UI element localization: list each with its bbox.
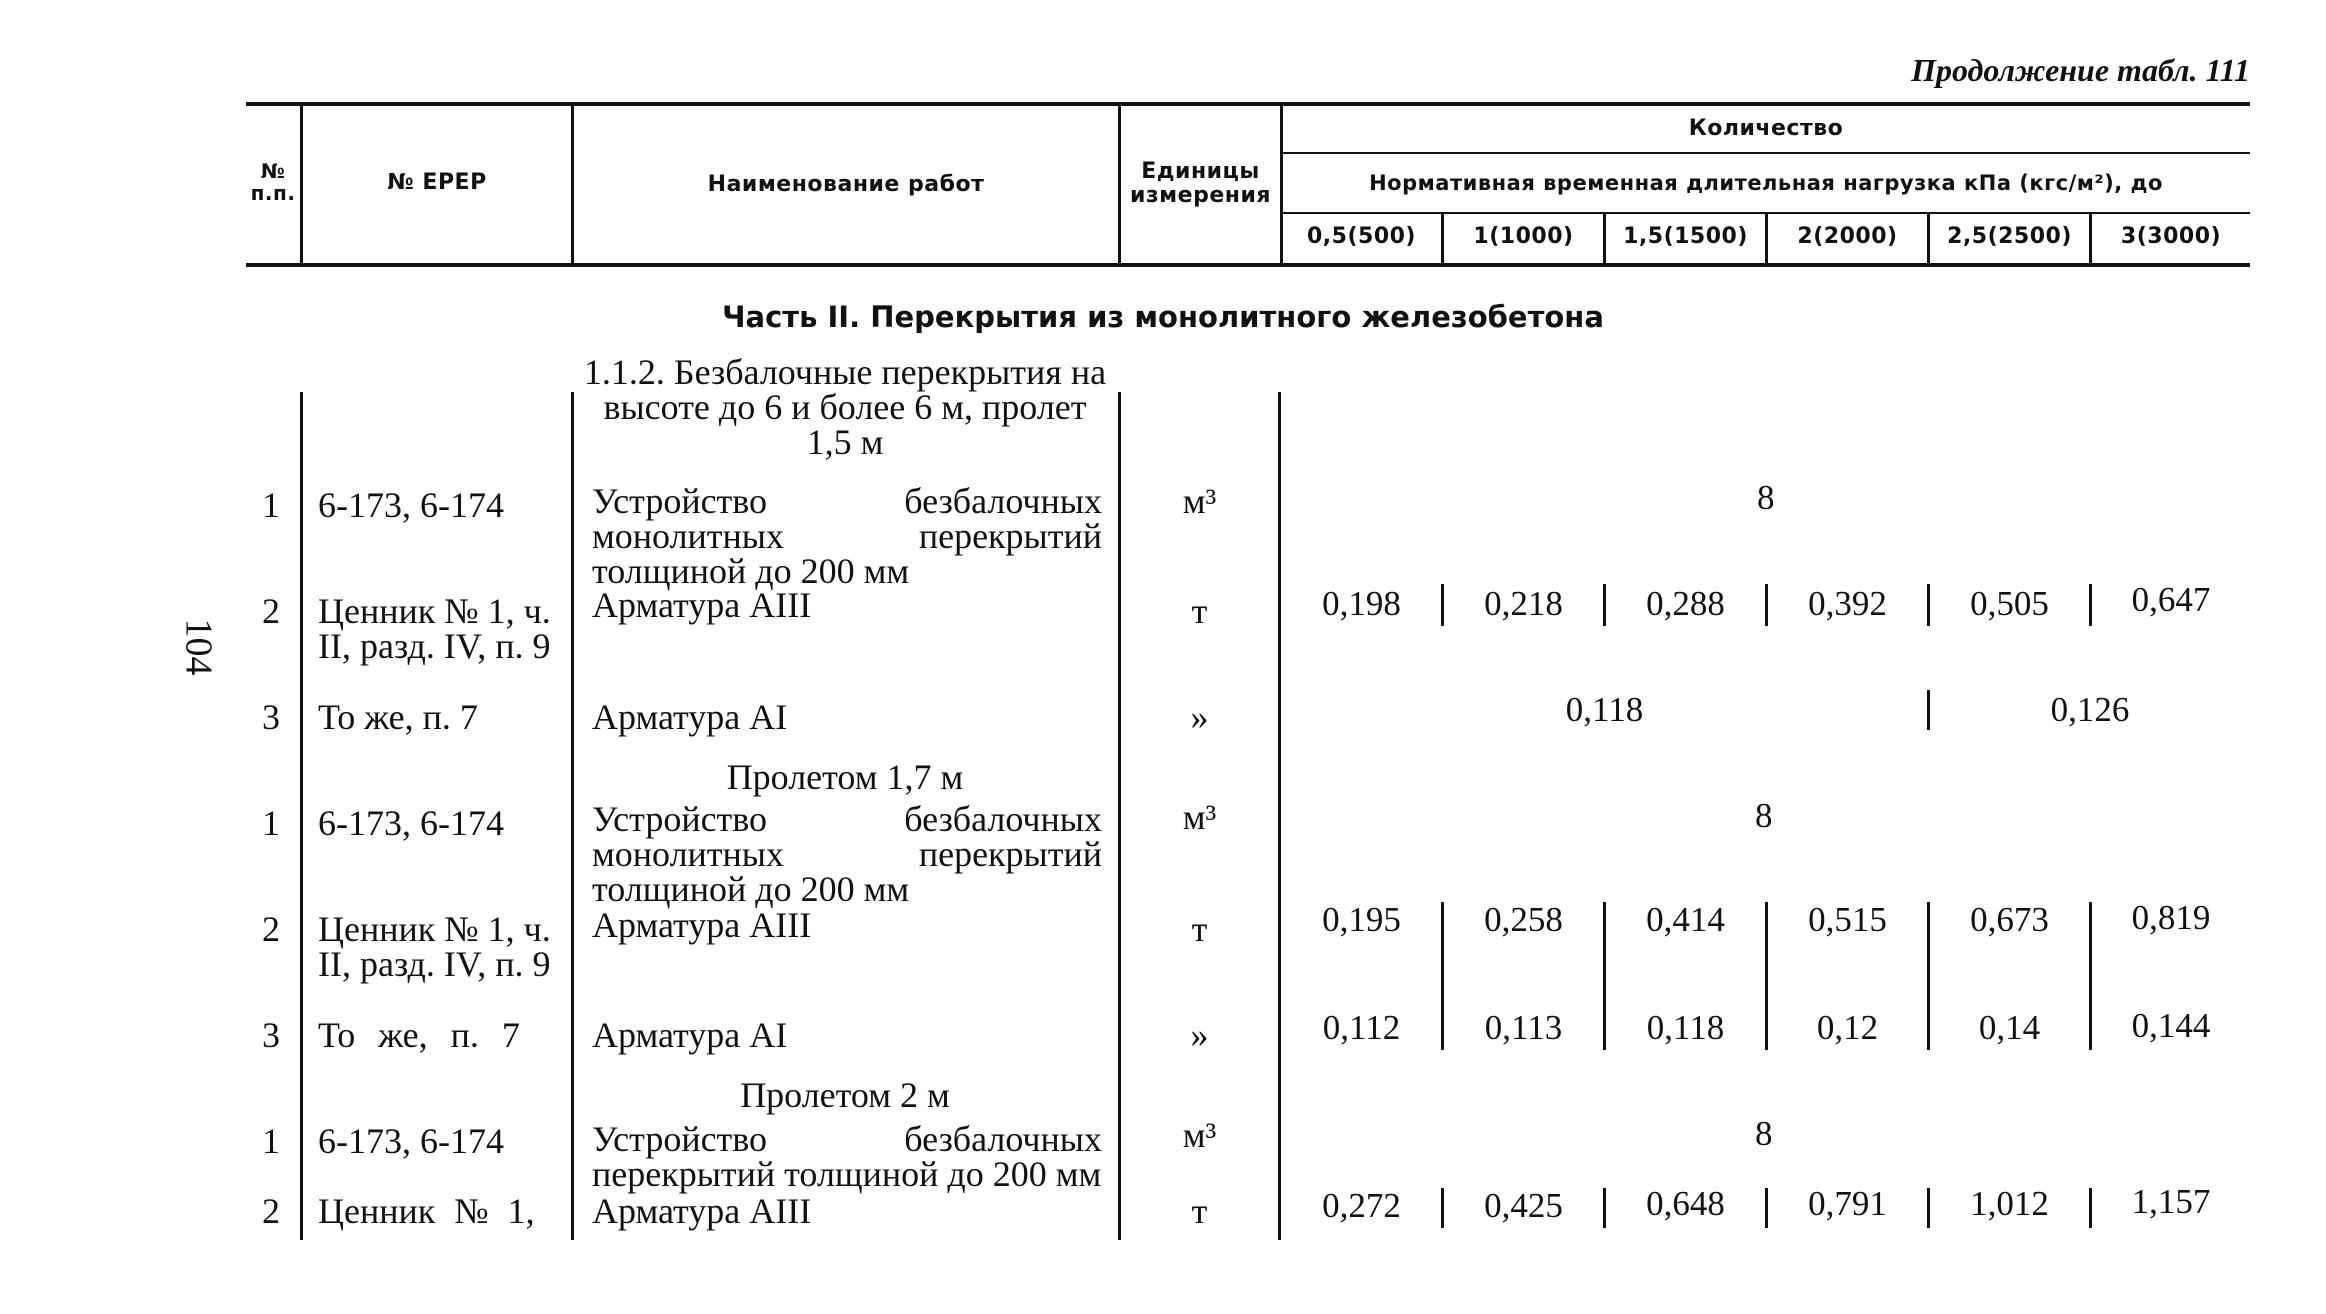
row-value: 0,647 <box>2131 580 2211 619</box>
header-col-name: Наименование работ <box>707 172 985 197</box>
row-unit: » <box>1190 697 1209 737</box>
value-separator <box>2089 1188 2092 1228</box>
row-name: Арматура AI <box>592 697 788 737</box>
value-separator <box>1441 1188 1444 1228</box>
row-erer: Ценник № 1, ч. II, разд. IV, п. 9 <box>318 909 551 984</box>
row-unit: т <box>1191 909 1208 949</box>
row-value: 0,258 <box>1484 900 1563 939</box>
row-value: 0,515 <box>1808 900 1887 939</box>
block-heading: Пролетом 2 м <box>740 1075 950 1115</box>
page-number: 104 <box>177 618 220 676</box>
row-erer: То же, п. 7 <box>318 1015 520 1055</box>
row-value: 0,791 <box>1808 1184 1887 1223</box>
row-value: 1,157 <box>2131 1182 2211 1221</box>
row-name: Устройство безбалочных перекрытий толщиной до 200 мм <box>592 1119 1102 1194</box>
row-value: 0,392 <box>1808 584 1887 623</box>
row-merged-value: 8 <box>1755 1114 1773 1153</box>
row-value: 0,218 <box>1484 584 1563 623</box>
row-erer: 6-173, 6-174 <box>318 803 504 843</box>
row-erer: Ценник № 1, <box>318 1191 535 1231</box>
row-erer: 6-173, 6-174 <box>318 1121 504 1161</box>
row-value: 0,14 <box>1978 1008 2041 1047</box>
row-merged-value: 8 <box>1757 478 1775 517</box>
header-col-erer: № ЕРЕР <box>387 170 487 195</box>
block-heading: Пролетом 1,7 м <box>726 757 964 797</box>
row-name: Арматура AI <box>592 1015 788 1055</box>
row-value: 0,819 <box>2131 898 2211 937</box>
section-title: Часть II. Перекрытия из монолитного железобетона <box>722 300 1604 334</box>
value-separator <box>2089 584 2092 626</box>
header-load-col: 1,5(1500) <box>1623 224 1748 249</box>
row-group-value: 0,118 <box>1565 690 1644 729</box>
body-divider <box>1278 392 1281 1240</box>
body-divider <box>300 392 303 1240</box>
row-value: 0,425 <box>1484 1186 1563 1225</box>
row-value: 0,144 <box>2131 1006 2211 1045</box>
row-number: 2 <box>262 909 280 949</box>
row-value: 0,113 <box>1484 1008 1563 1047</box>
row-erer: 6-173, 6-174 <box>318 485 504 525</box>
row-number: 2 <box>262 1191 280 1231</box>
row-value: 0,648 <box>1646 1184 1725 1223</box>
header-load-col: 2(2000) <box>1797 224 1898 249</box>
header-top-rule <box>246 102 2250 106</box>
block-heading: 1.1.2. Безбалочные перекрытия на высоте до 6 и более 6 м, пролет 1,5 м <box>583 352 1107 462</box>
row-value: 0,112 <box>1322 1008 1401 1047</box>
continuation-label: Продолжение табл. 111 <box>1911 52 2250 88</box>
row-value: 1,012 <box>1970 1184 2049 1223</box>
row-merged-value: 8 <box>1755 796 1773 835</box>
body-divider <box>571 392 574 1240</box>
row-number: 2 <box>262 591 280 631</box>
header-load-col: 0,5(500) <box>1306 224 1416 249</box>
row-name: Арматура AIII <box>592 905 812 945</box>
row-number: 3 <box>262 1015 280 1055</box>
header-load-col: 3(3000) <box>2120 224 2222 249</box>
header-quantity: Количество <box>1688 116 1844 141</box>
value-separator <box>1603 1188 1606 1228</box>
header-load-col: 1(1000) <box>1473 224 1574 249</box>
value-separator <box>1927 1188 1930 1228</box>
row-unit: м³ <box>1182 797 1217 837</box>
value-separator <box>1927 902 1930 1050</box>
value-separator <box>1441 584 1444 626</box>
value-separator <box>1765 1188 1768 1228</box>
value-separator <box>1603 902 1606 1050</box>
row-value: 0,12 <box>1816 1008 1879 1047</box>
header-bottom-rule <box>246 263 2250 267</box>
row-value: 0,272 <box>1322 1186 1401 1225</box>
value-separator <box>2089 902 2092 1050</box>
row-value: 0,673 <box>1970 900 2049 939</box>
row-value: 0,198 <box>1322 584 1401 623</box>
row-name: Арматура AIII <box>592 585 812 625</box>
row-value: 0,288 <box>1646 584 1725 623</box>
row-erer: То же, п. 7 <box>318 697 478 737</box>
row-number: 1 <box>262 485 280 525</box>
row-value: 0,505 <box>1970 584 2049 623</box>
row-erer: Ценник № 1, ч. II, разд. IV, п. 9 <box>318 591 551 666</box>
row-unit: м³ <box>1182 1115 1217 1155</box>
row-unit: т <box>1191 591 1208 631</box>
row-name: Устройство безбалочных монолитных перекрытий толщиной до 200 мм <box>592 799 1102 909</box>
header-rule-quantity <box>1282 152 2250 154</box>
row-unit: » <box>1190 1015 1209 1055</box>
header-col-no: № п.п. <box>250 159 296 205</box>
row-unit: т <box>1191 1191 1208 1231</box>
header-load-col: 2,5(2500) <box>1947 224 2072 249</box>
row-number: 3 <box>262 697 280 737</box>
row-name: Устройство безбалочных монолитных перекрытий толщиной до 200 мм <box>592 481 1102 591</box>
value-separator <box>1603 584 1606 626</box>
header-load: Нормативная временная длительная нагрузка кПа (кгс/м²), до <box>1369 171 2163 195</box>
row-number: 1 <box>262 1121 280 1161</box>
header-col-units: Единицы измерения <box>1129 159 1271 208</box>
row-number: 1 <box>262 803 280 843</box>
row-value: 0,195 <box>1322 900 1401 939</box>
value-separator <box>1765 584 1768 626</box>
row-value: 0,118 <box>1646 1008 1725 1047</box>
value-separator <box>1441 902 1444 1050</box>
row-group-value: 0,126 <box>2050 690 2130 729</box>
value-separator <box>1927 690 1930 730</box>
row-value: 0,414 <box>1646 900 1725 939</box>
row-name: Арматура AIII <box>592 1191 812 1231</box>
row-unit: м³ <box>1182 481 1217 521</box>
value-separator <box>1927 584 1930 626</box>
value-separator <box>1765 902 1768 1050</box>
